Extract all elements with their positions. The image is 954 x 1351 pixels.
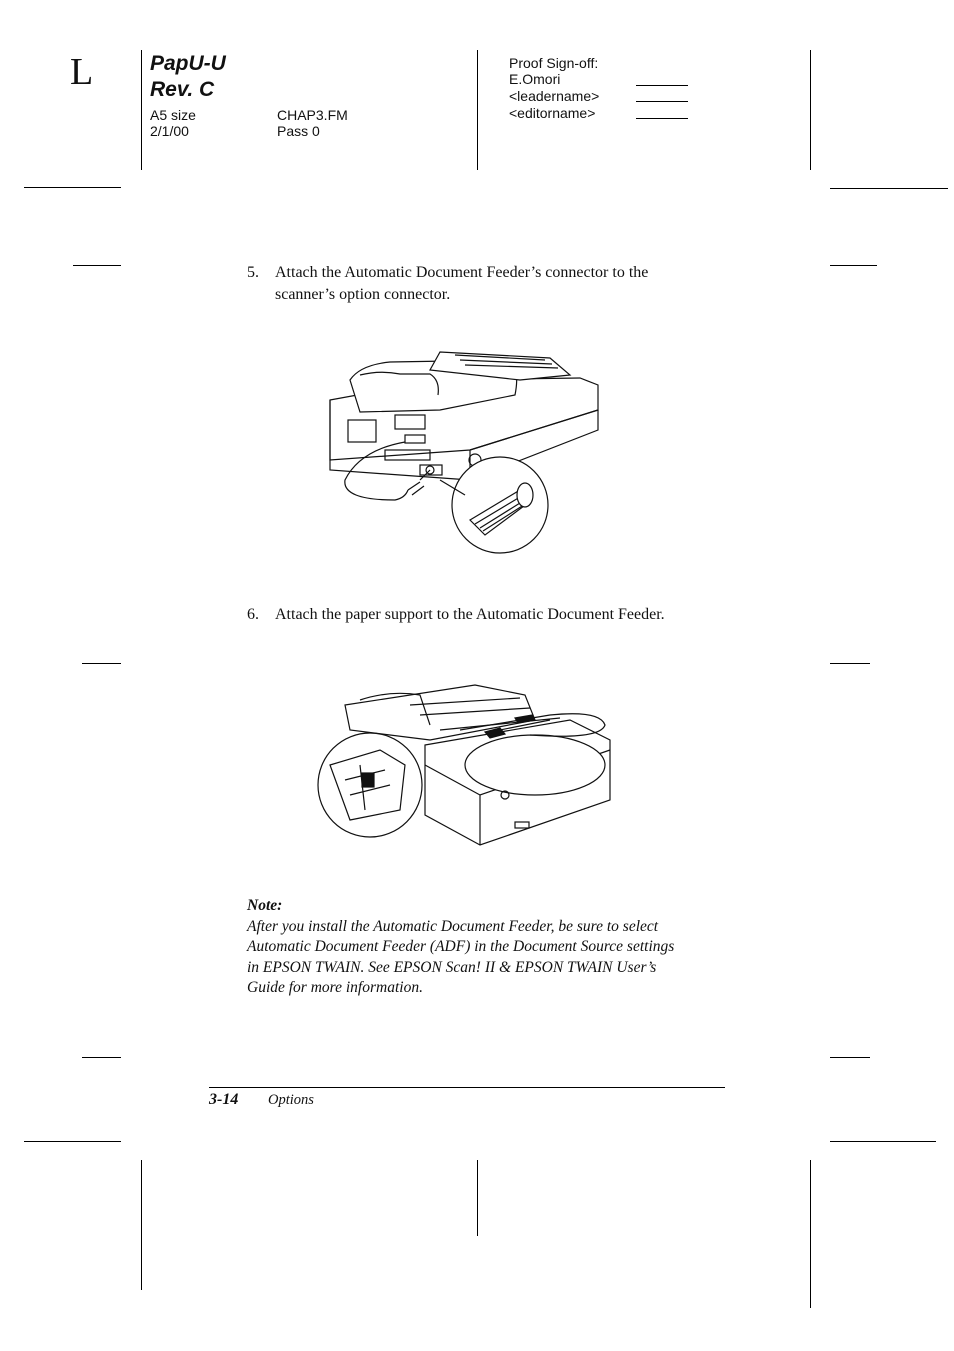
step-6-text: Attach the paper support to the Automatic Document Feeder. — [275, 606, 665, 623]
step-5-number: 5. — [247, 264, 259, 281]
proof-name-1: E.Omori — [509, 71, 561, 87]
size-label: A5 size — [150, 107, 196, 123]
proof-name-3: <editorname> — [509, 105, 596, 121]
header-divider-left — [141, 50, 142, 170]
note-line-4: Guide for more information. — [247, 979, 423, 996]
step-6-number: 6. — [247, 606, 259, 623]
crop-mark — [830, 188, 948, 189]
signature-line-3 — [636, 118, 688, 119]
step-5-text — [275, 262, 648, 306]
footer-rule — [209, 1087, 725, 1088]
product-title: PapU-U — [150, 52, 226, 75]
crop-mark — [830, 265, 877, 266]
crop-mark — [24, 1141, 121, 1142]
footer-divider-middle — [477, 1160, 478, 1236]
step-5-line-2: scanner’s option connector. — [275, 286, 451, 303]
crop-mark — [73, 265, 121, 266]
crop-mark — [82, 663, 121, 664]
signature-line-1 — [636, 85, 688, 86]
note-block — [247, 896, 747, 999]
adf-connector-illustration — [320, 340, 610, 560]
crop-mark — [830, 1141, 936, 1142]
header-divider-middle — [477, 50, 478, 170]
section-name: Options — [268, 1092, 314, 1108]
proof-name-2: <leadername> — [509, 88, 600, 104]
file-label: CHAP3.FM — [277, 107, 348, 123]
note-line-2: Automatic Document Feeder (ADF) in the Document Source settings — [247, 938, 675, 955]
date-label: 2/1/00 — [150, 123, 189, 139]
crop-mark — [830, 1057, 870, 1058]
page-number: 3-14 — [209, 1091, 239, 1108]
paper-support-illustration — [310, 670, 620, 850]
note-line-1: After you install the Automatic Document Feeder, be sure to select — [247, 917, 659, 935]
revision-title: Rev. C — [150, 78, 215, 101]
note-title: Note: — [247, 897, 283, 914]
crop-mark — [24, 187, 121, 188]
step-5-line-1: Attach the Automatic Document Feeder’s connector to the — [275, 264, 649, 281]
pass-label: Pass 0 — [277, 123, 320, 139]
footer-divider-left — [141, 1160, 142, 1290]
signature-line-2 — [636, 101, 688, 102]
proof-signoff-label: Proof Sign-off: — [509, 55, 599, 71]
note-line-3: in EPSON TWAIN. See EPSON Scan! II & EPSON TWAIN User’s — [247, 958, 657, 976]
footer-divider-right — [810, 1160, 811, 1308]
corner-mark: L — [70, 51, 94, 93]
header-divider-right — [810, 50, 811, 170]
crop-mark — [82, 1057, 121, 1058]
crop-mark — [830, 663, 870, 664]
